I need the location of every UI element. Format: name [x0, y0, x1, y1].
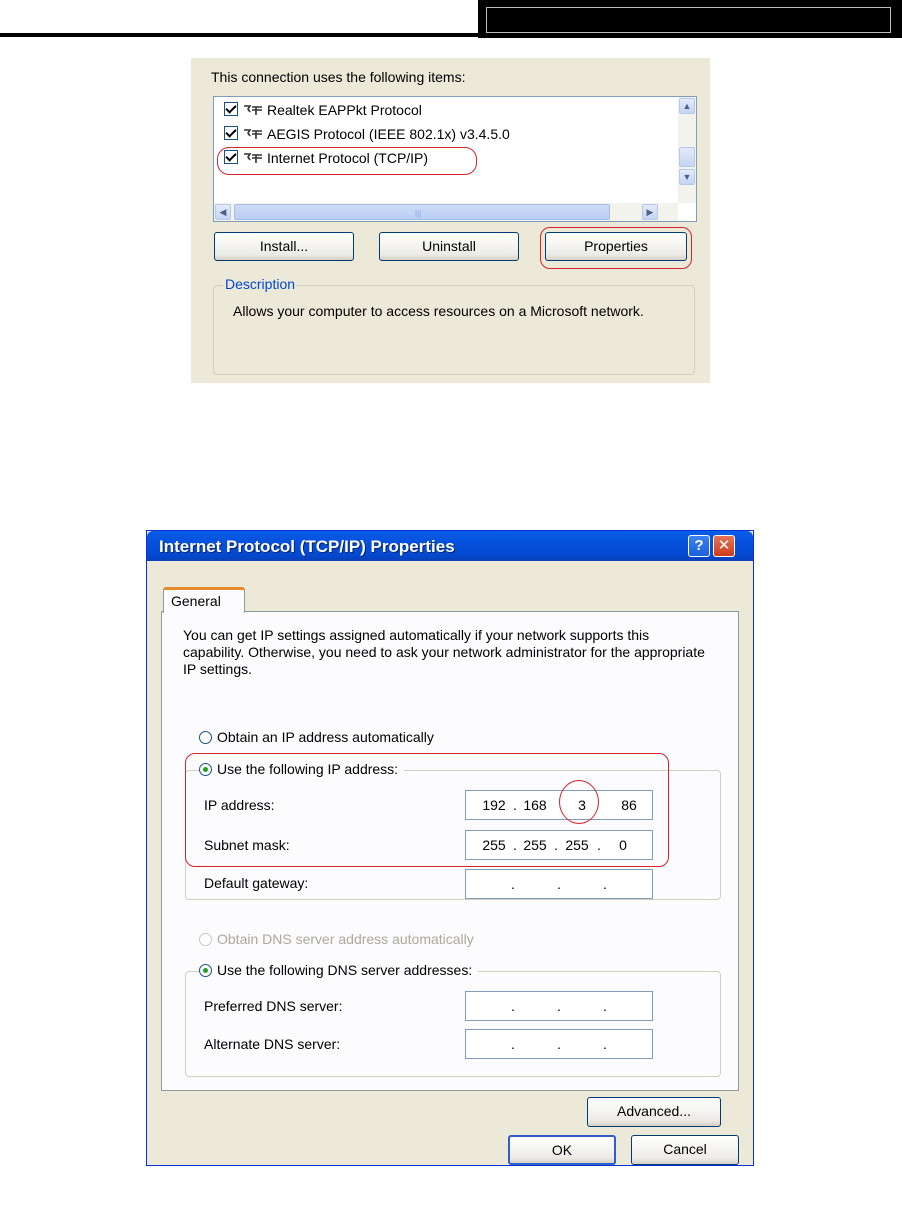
- network-protocol-icon: [242, 104, 264, 116]
- list-item-label: Internet Protocol (TCP/IP): [267, 150, 429, 166]
- properties-button[interactable]: Properties: [545, 232, 687, 261]
- subnet-octet: 255: [482, 837, 506, 853]
- checkbox[interactable]: [224, 102, 238, 116]
- preferred-dns-label: Preferred DNS server:: [204, 998, 343, 1014]
- ok-button[interactable]: OK: [508, 1135, 616, 1165]
- advanced-button[interactable]: Advanced...: [587, 1097, 721, 1127]
- title-bar[interactable]: [147, 531, 753, 561]
- connection-items-panel: [191, 58, 710, 383]
- preferred-dns-input[interactable]: . . .: [465, 991, 653, 1021]
- cancel-button[interactable]: Cancel: [631, 1135, 739, 1165]
- list-item-label: Realtek EAPPkt Protocol: [267, 102, 422, 118]
- ip-manual-option[interactable]: Use the following IP address:: [199, 761, 404, 777]
- checkbox[interactable]: [224, 126, 238, 140]
- help-button[interactable]: [688, 535, 710, 557]
- ip-octet: 168: [523, 797, 547, 813]
- horizontal-scroll-thumb[interactable]: |||: [234, 204, 610, 220]
- default-gateway-input[interactable]: . . .: [465, 869, 653, 899]
- tab-general[interactable]: General: [163, 587, 245, 613]
- help-icon: ?: [694, 537, 704, 554]
- description-text: Allows your computer to access resources on a Microsoft network.: [233, 303, 644, 319]
- highlight-box: [185, 753, 669, 867]
- alternate-dns-input[interactable]: . . .: [465, 1029, 653, 1059]
- description-title: Description: [225, 276, 296, 292]
- ip-auto-option[interactable]: Obtain an IP address automatically: [199, 729, 434, 745]
- header-rule: [0, 33, 478, 37]
- intro-text: You can get IP settings assigned automatically if your network supports this capability. Otherwise, you need to ask your network administrator for the appropriate IP settings.: [183, 627, 705, 677]
- tcpip-properties-dialog: [146, 530, 754, 1166]
- ip-octet: 192: [482, 797, 506, 813]
- ip-octet: 3: [578, 797, 586, 813]
- scroll-thumb[interactable]: [679, 147, 695, 167]
- items-heading: This connection uses the following items:: [211, 69, 466, 85]
- scroll-down-icon[interactable]: ▼: [679, 169, 695, 185]
- subnet-mask-input[interactable]: 255 . 255 . 255 . 0: [465, 830, 653, 860]
- description-group: [213, 285, 695, 375]
- horizontal-scrollbar[interactable]: [214, 203, 678, 221]
- highlight-oval: [217, 147, 477, 175]
- scroll-left-icon[interactable]: ◀: [215, 204, 231, 220]
- close-icon: ✕: [717, 537, 731, 554]
- subnet-mask-label: Subnet mask:: [204, 837, 290, 853]
- vertical-scrollbar[interactable]: [678, 97, 696, 203]
- list-item[interactable]: [224, 100, 422, 120]
- dns-fieldset: [185, 971, 721, 1077]
- ip-octet: 86: [621, 797, 637, 813]
- radio-dns-manual[interactable]: [199, 964, 212, 977]
- ip-address-input[interactable]: 192 . 168 3 86: [465, 790, 653, 820]
- dialog-title: Internet Protocol (TCP/IP) Properties: [159, 537, 455, 556]
- subnet-octet: 255: [565, 837, 589, 853]
- alternate-dns-label: Alternate DNS server:: [204, 1036, 341, 1052]
- radio-dns-auto: [199, 933, 212, 946]
- scroll-up-icon[interactable]: ▲: [679, 98, 695, 114]
- subnet-octet: 255: [523, 837, 547, 853]
- header-inner-frame: [486, 7, 891, 33]
- uninstall-button[interactable]: Uninstall: [379, 232, 519, 261]
- list-item-label: AEGIS Protocol (IEEE 802.1x) v3.4.5.0: [267, 126, 510, 142]
- radio-ip-auto[interactable]: [199, 731, 212, 744]
- close-button[interactable]: [713, 535, 735, 557]
- list-item[interactable]: [224, 124, 510, 144]
- scroll-right-icon[interactable]: ▶: [642, 204, 658, 220]
- install-button[interactable]: Install...: [214, 232, 354, 261]
- dns-auto-option: Obtain DNS server address automatically: [199, 931, 474, 947]
- network-protocol-icon: [242, 128, 264, 140]
- default-gateway-label: Default gateway:: [204, 875, 309, 891]
- subnet-octet: 0: [619, 837, 627, 853]
- ip-address-label: IP address:: [204, 797, 275, 813]
- dns-manual-option[interactable]: Use the following DNS server addresses:: [199, 962, 478, 978]
- highlight-oval: [540, 227, 692, 269]
